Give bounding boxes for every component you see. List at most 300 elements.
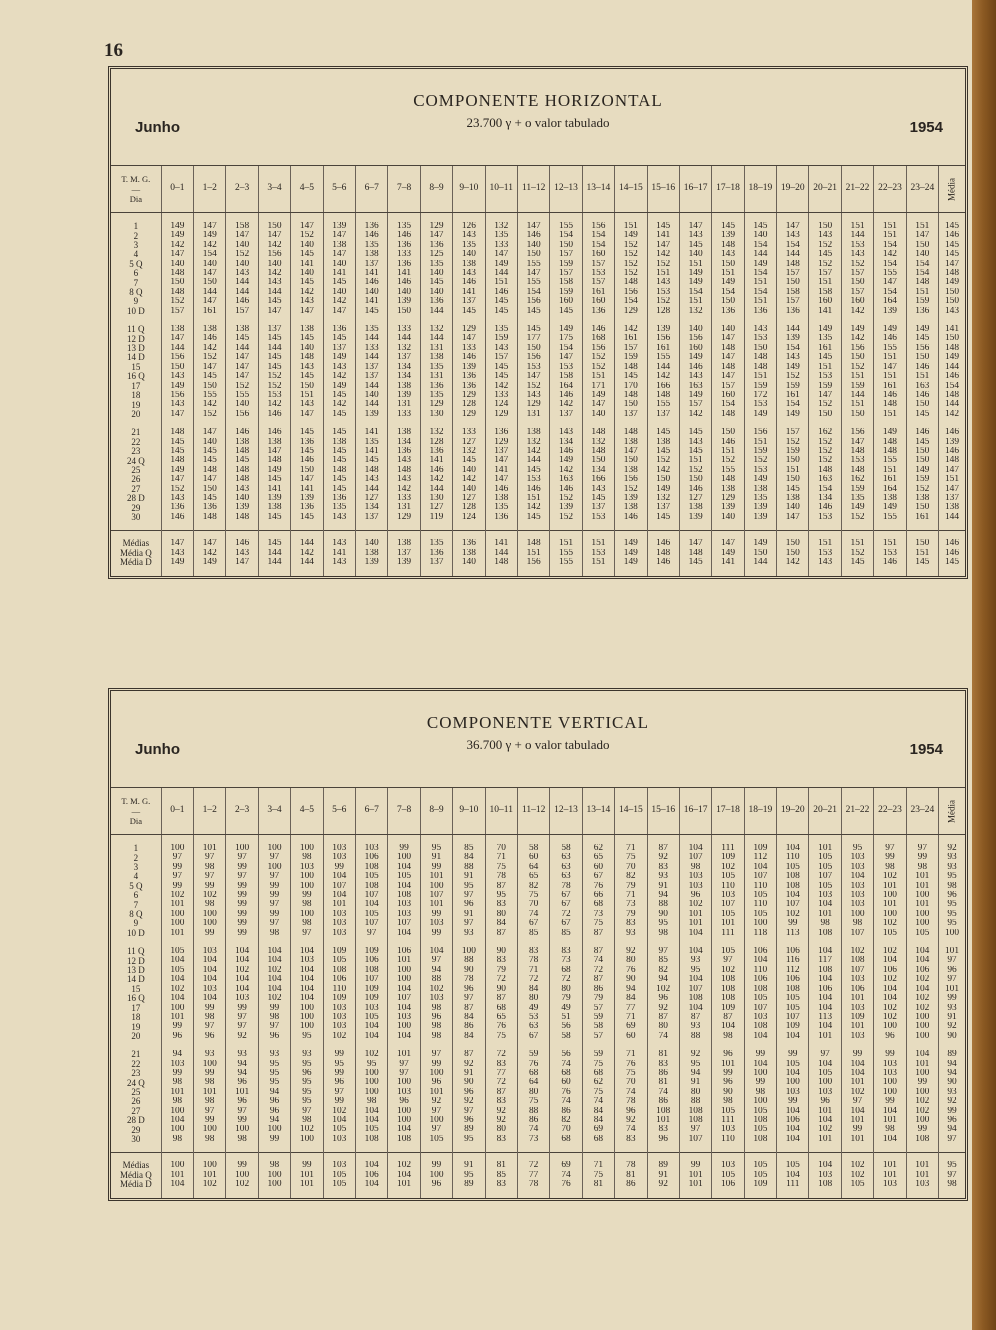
spacer-cell: [356, 1144, 388, 1153]
value-cell: 100: [906, 910, 938, 919]
table-row: [111, 872, 965, 881]
day-cell: 20: [131, 409, 141, 419]
spacer-cell: [744, 522, 776, 531]
value-cell: 67: [517, 919, 549, 928]
day-cell: 27: [131, 484, 141, 494]
day-cell: 30: [131, 512, 141, 522]
hour-column-header: 18–19: [744, 788, 776, 835]
value-cell: 109: [712, 853, 744, 862]
value-cell: 140: [420, 288, 452, 297]
value-cell: 146: [194, 334, 226, 343]
value-cell: 147: [712, 353, 744, 362]
value-cell: 104: [679, 947, 711, 956]
value-cell: 136: [453, 372, 485, 381]
value-cell: 152: [226, 382, 258, 391]
value-cell: 105: [777, 994, 809, 1003]
spacer-cell: [679, 938, 711, 947]
summary-value-cell: 105: [777, 1161, 809, 1171]
value-cell: 79: [550, 994, 582, 1003]
value-cell: 102: [906, 975, 938, 984]
value-cell: 143: [679, 372, 711, 381]
value-cell: 138: [291, 325, 323, 334]
row-mean-cell: 147: [939, 466, 965, 475]
value-cell: 99: [388, 844, 420, 853]
row-mean-cell: 99: [939, 1107, 965, 1116]
value-cell: 152: [615, 250, 647, 259]
spacer-cell: [841, 213, 873, 223]
hour-column-header: 10–11: [485, 788, 517, 835]
separator-row: [111, 1153, 965, 1162]
value-cell: 94: [161, 1050, 193, 1059]
value-cell: 101: [874, 900, 906, 909]
value-cell: 140: [712, 513, 744, 522]
hour-column-header: 22–23: [874, 788, 906, 835]
spacer-cell: [194, 531, 226, 540]
spacer-cell: [258, 938, 290, 947]
value-cell: 75: [615, 853, 647, 862]
value-cell: 149: [744, 410, 776, 419]
spacer-cell: [485, 568, 517, 576]
spacer-cell: [939, 531, 965, 540]
value-cell: 153: [841, 456, 873, 465]
day-cell: 3: [133, 862, 139, 873]
spacer-cell: [744, 213, 776, 223]
value-cell: 146: [906, 391, 938, 400]
value-cell: 100: [161, 910, 193, 919]
value-cell: 76: [550, 1088, 582, 1097]
mean-column-header: Média: [939, 788, 965, 835]
value-cell: 153: [258, 391, 290, 400]
value-cell: 140: [906, 250, 938, 259]
value-cell: 100: [291, 1135, 323, 1144]
spacer-cell: [291, 1144, 323, 1153]
value-cell: 152: [809, 260, 841, 269]
spacer-cell: [453, 1190, 485, 1198]
summary-value-cell: 151: [517, 549, 549, 559]
spacer-cell: [647, 522, 679, 531]
spacer-row: [111, 1041, 965, 1050]
value-cell: 135: [453, 241, 485, 250]
value-cell: 87: [485, 1088, 517, 1097]
value-cell: 152: [744, 456, 776, 465]
value-cell: 142: [323, 297, 355, 306]
spacer-cell: [323, 1190, 355, 1198]
value-cell: 98: [809, 919, 841, 928]
value-cell: 158: [550, 372, 582, 381]
value-cell: 84: [453, 1013, 485, 1022]
spacer-cell: [453, 1153, 485, 1162]
table-row: [111, 456, 965, 465]
summary-value-cell: 101: [194, 1171, 226, 1181]
value-cell: 154: [874, 241, 906, 250]
value-cell: 138: [615, 438, 647, 447]
hour-column-header: 21–22: [841, 166, 873, 213]
value-cell: 136: [906, 307, 938, 316]
value-cell: 104: [194, 956, 226, 965]
value-cell: 140: [777, 503, 809, 512]
value-cell: 101: [906, 882, 938, 891]
value-cell: 100: [258, 863, 290, 872]
value-cell: 106: [744, 947, 776, 956]
value-cell: 102: [906, 994, 938, 1003]
spacer-cell: [453, 1041, 485, 1050]
spacer-row: [111, 316, 965, 325]
spacer-cell: [388, 835, 420, 845]
value-cell: 113: [809, 1013, 841, 1022]
spacer-cell: [485, 522, 517, 531]
spacer-cell: [485, 316, 517, 325]
value-cell: 97: [388, 1060, 420, 1069]
value-cell: 148: [356, 466, 388, 475]
value-cell: 155: [226, 391, 258, 400]
value-cell: 79: [582, 994, 614, 1003]
spacer-cell: [647, 938, 679, 947]
spacer-cell: [841, 568, 873, 576]
spacer-cell: [453, 1144, 485, 1153]
day-cell: 14 D: [126, 353, 145, 363]
value-cell: 136: [356, 222, 388, 231]
day-cell: 23: [131, 1068, 141, 1079]
summary-value-cell: 101: [679, 1180, 711, 1190]
day-cell: 17: [131, 1003, 141, 1013]
value-cell: 144: [356, 485, 388, 494]
value-cell: 152: [809, 456, 841, 465]
value-cell: 100: [906, 1013, 938, 1022]
summary-value-cell: 152: [841, 549, 873, 559]
spacer-cell: [744, 568, 776, 576]
spacer-cell: [712, 522, 744, 531]
value-cell: 93: [453, 929, 485, 938]
summary-value-cell: 104: [777, 1171, 809, 1181]
value-cell: 103: [291, 956, 323, 965]
value-cell: 101: [841, 1116, 873, 1125]
value-cell: 133: [453, 428, 485, 437]
hour-column-header: 17–18: [712, 788, 744, 835]
day-cell: 18: [131, 390, 141, 401]
table-row: [111, 325, 965, 334]
value-cell: 157: [485, 353, 517, 362]
value-cell: 153: [582, 269, 614, 278]
value-cell: 145: [291, 513, 323, 522]
value-cell: 102: [323, 1032, 355, 1041]
value-cell: 107: [841, 929, 873, 938]
row-mean-cell: 93: [939, 863, 965, 872]
row-mean-cell: 101: [939, 947, 965, 956]
value-cell: 103: [679, 882, 711, 891]
value-cell: 91: [453, 872, 485, 881]
value-cell: 87: [453, 1004, 485, 1013]
value-cell: 160: [582, 250, 614, 259]
spacer-cell: [777, 568, 809, 576]
spacer-cell: [194, 213, 226, 223]
value-cell: 104: [874, 1107, 906, 1116]
value-cell: 69: [582, 1125, 614, 1134]
summary-value-cell: 105: [744, 1161, 776, 1171]
value-cell: 109: [841, 1013, 873, 1022]
summary-value-cell: 104: [161, 1180, 193, 1190]
spacer-cell: [161, 531, 193, 540]
value-cell: 152: [194, 353, 226, 362]
row-mean-cell: 143: [939, 307, 965, 316]
hour-column-header: 11–12: [517, 788, 549, 835]
value-cell: 146: [356, 278, 388, 287]
value-cell: 100: [161, 1004, 193, 1013]
value-cell: 129: [517, 400, 549, 409]
value-cell: 104: [161, 956, 193, 965]
spacer-cell: [906, 1190, 938, 1198]
hour-column-header: 23–24: [906, 166, 938, 213]
spacer-cell: [323, 938, 355, 947]
value-cell: 103: [874, 1069, 906, 1078]
value-cell: 154: [550, 344, 582, 353]
value-cell: 70: [517, 900, 549, 909]
spacer-cell: [550, 522, 582, 531]
value-cell: 95: [453, 1135, 485, 1144]
spacer-cell: [550, 835, 582, 845]
value-cell: 98: [258, 929, 290, 938]
value-cell: 104: [809, 1060, 841, 1069]
value-cell: 103: [388, 1088, 420, 1097]
value-cell: 97: [226, 853, 258, 862]
value-cell: 83: [647, 1060, 679, 1069]
spacer-cell: [388, 522, 420, 531]
value-cell: 99: [841, 1050, 873, 1059]
value-cell: 104: [291, 985, 323, 994]
value-cell: 97: [258, 853, 290, 862]
value-cell: 149: [679, 278, 711, 287]
value-cell: 150: [615, 456, 647, 465]
value-cell: 146: [517, 485, 549, 494]
value-cell: 127: [453, 438, 485, 447]
value-cell: 92: [485, 1107, 517, 1116]
value-cell: 141: [809, 307, 841, 316]
row-mean-cell: 144: [939, 513, 965, 522]
value-cell: 100: [388, 966, 420, 975]
value-cell: 135: [420, 391, 452, 400]
value-cell: 147: [226, 372, 258, 381]
value-cell: 103: [777, 1088, 809, 1097]
value-cell: 105: [744, 910, 776, 919]
value-cell: 141: [291, 485, 323, 494]
value-cell: 97: [161, 853, 193, 862]
value-cell: 152: [550, 494, 582, 503]
value-cell: 138: [388, 428, 420, 437]
value-cell: 103: [356, 1004, 388, 1013]
data-grid: [111, 787, 965, 1198]
value-cell: 86: [647, 1097, 679, 1106]
value-cell: 84: [453, 1032, 485, 1041]
value-cell: 138: [323, 438, 355, 447]
value-cell: 107: [679, 985, 711, 994]
value-cell: 91: [453, 1069, 485, 1078]
value-cell: 151: [777, 466, 809, 475]
value-cell: 149: [809, 325, 841, 334]
value-cell: 71: [615, 891, 647, 900]
row-mean-cell: 145: [939, 250, 965, 259]
spacer-cell: [809, 938, 841, 947]
value-cell: 102: [841, 947, 873, 956]
value-cell: 103: [809, 1088, 841, 1097]
value-cell: 97: [453, 1107, 485, 1116]
row-mean-cell: 97: [939, 975, 965, 984]
table-row: [111, 853, 965, 862]
spacer-cell: [356, 1041, 388, 1050]
summary-value-cell: 156: [517, 558, 549, 568]
value-cell: 157: [777, 269, 809, 278]
value-cell: 102: [906, 1107, 938, 1116]
value-cell: 87: [485, 882, 517, 891]
value-cell: 139: [712, 231, 744, 240]
value-cell: 108: [744, 1022, 776, 1031]
row-mean-cell: 147: [939, 260, 965, 269]
spacer-cell: [161, 522, 193, 531]
spacer-cell: [550, 1190, 582, 1198]
summary-value-cell: 138: [356, 549, 388, 559]
spacer-cell: [841, 835, 873, 845]
value-cell: 157: [550, 250, 582, 259]
summary-value-cell: 147: [712, 539, 744, 549]
value-cell: 140: [582, 410, 614, 419]
value-cell: 150: [161, 363, 193, 372]
value-cell: 145: [356, 307, 388, 316]
hour-column-header: 6–7: [356, 166, 388, 213]
value-cell: 150: [777, 456, 809, 465]
summary-label: Média D: [119, 1180, 152, 1190]
spacer-cell: [420, 1144, 452, 1153]
value-cell: 139: [647, 325, 679, 334]
value-cell: 142: [647, 466, 679, 475]
value-cell: 63: [550, 853, 582, 862]
table-row: [111, 844, 965, 853]
value-cell: 97: [420, 956, 452, 965]
row-mean-cell: 148: [939, 269, 965, 278]
summary-value-cell: 150: [744, 549, 776, 559]
row-mean-cell: 149: [939, 353, 965, 362]
spacer-cell: [388, 938, 420, 947]
value-cell: 102: [874, 1004, 906, 1013]
value-cell: 95: [258, 1060, 290, 1069]
value-cell: 98: [420, 1032, 452, 1041]
section-header: [111, 691, 965, 787]
summary-value-cell: 102: [226, 1180, 258, 1190]
section-year: 1954: [909, 119, 943, 136]
value-cell: 152: [291, 231, 323, 240]
value-cell: 104: [258, 956, 290, 965]
value-cell: 99: [258, 891, 290, 900]
table-row: [111, 231, 965, 240]
row-mean-cell: 95: [939, 919, 965, 928]
summary-value-cell: 100: [194, 1161, 226, 1171]
section-year: 1954: [909, 741, 943, 758]
summary-value-cell: 146: [874, 558, 906, 568]
summary-value-cell: 91: [453, 1161, 485, 1171]
spacer-cell: [111, 522, 161, 531]
row-mean-cell: 144: [939, 363, 965, 372]
value-cell: 147: [906, 231, 938, 240]
value-cell: 98: [194, 1013, 226, 1022]
spacer-cell: [356, 419, 388, 428]
section-month: Junho: [135, 119, 180, 136]
spacer-cell: [550, 213, 582, 223]
value-cell: 160: [809, 297, 841, 306]
value-cell: 94: [647, 891, 679, 900]
value-cell: 105: [323, 1125, 355, 1134]
value-cell: 152: [777, 372, 809, 381]
value-cell: 111: [712, 1116, 744, 1125]
hour-column-header: 1–2: [194, 166, 226, 213]
value-cell: 107: [420, 891, 452, 900]
value-cell: 135: [420, 260, 452, 269]
value-cell: 154: [744, 269, 776, 278]
day-cell: 15: [131, 362, 141, 372]
spacer-cell: [453, 522, 485, 531]
value-cell: 141: [420, 456, 452, 465]
value-cell: 161: [809, 344, 841, 353]
value-cell: 143: [258, 278, 290, 287]
spacer-cell: [485, 419, 517, 428]
value-cell: 150: [777, 278, 809, 287]
value-cell: 155: [517, 278, 549, 287]
summary-value-cell: 89: [453, 1180, 485, 1190]
value-cell: 147: [582, 400, 614, 409]
value-cell: 151: [874, 410, 906, 419]
spacer-cell: [550, 1144, 582, 1153]
spacer-cell: [809, 1144, 841, 1153]
spacer-cell: [582, 835, 614, 845]
value-cell: 102: [356, 1050, 388, 1059]
value-cell: 136: [388, 260, 420, 269]
day-cell: 27: [131, 1106, 141, 1116]
value-cell: 104: [809, 1116, 841, 1125]
value-cell: 96: [453, 900, 485, 909]
table-row: [111, 222, 965, 231]
value-cell: 146: [485, 485, 517, 494]
value-cell: 136: [420, 297, 452, 306]
spacer-cell: [777, 1041, 809, 1050]
row-mean-cell: 93: [939, 1004, 965, 1013]
value-cell: 51: [550, 1013, 582, 1022]
value-cell: 105: [744, 1107, 776, 1116]
value-cell: 140: [323, 288, 355, 297]
value-cell: 96: [226, 1097, 258, 1106]
row-mean-cell: 146: [939, 428, 965, 437]
spacer-cell: [712, 213, 744, 223]
value-cell: 138: [485, 494, 517, 503]
value-cell: 104: [420, 947, 452, 956]
value-cell: 74: [582, 956, 614, 965]
value-cell: 104: [906, 956, 938, 965]
summary-label: Média Q: [119, 548, 152, 558]
row-mean-cell: 91: [939, 1013, 965, 1022]
value-cell: 91: [453, 910, 485, 919]
value-cell: 95: [420, 844, 452, 853]
value-cell: 140: [712, 325, 744, 334]
summary-value-cell: 77: [517, 1171, 549, 1181]
spacer-cell: [291, 568, 323, 576]
value-cell: 103: [874, 1060, 906, 1069]
value-cell: 74: [517, 1125, 549, 1134]
value-cell: 138: [453, 260, 485, 269]
value-cell: 96: [388, 1097, 420, 1106]
value-cell: 104: [841, 872, 873, 881]
dash-label: —: [131, 805, 141, 816]
value-cell: 152: [615, 269, 647, 278]
table-row: [111, 1032, 965, 1041]
value-cell: 128: [453, 503, 485, 512]
value-cell: 148: [712, 344, 744, 353]
value-cell: 101: [161, 1013, 193, 1022]
value-cell: 151: [744, 372, 776, 381]
